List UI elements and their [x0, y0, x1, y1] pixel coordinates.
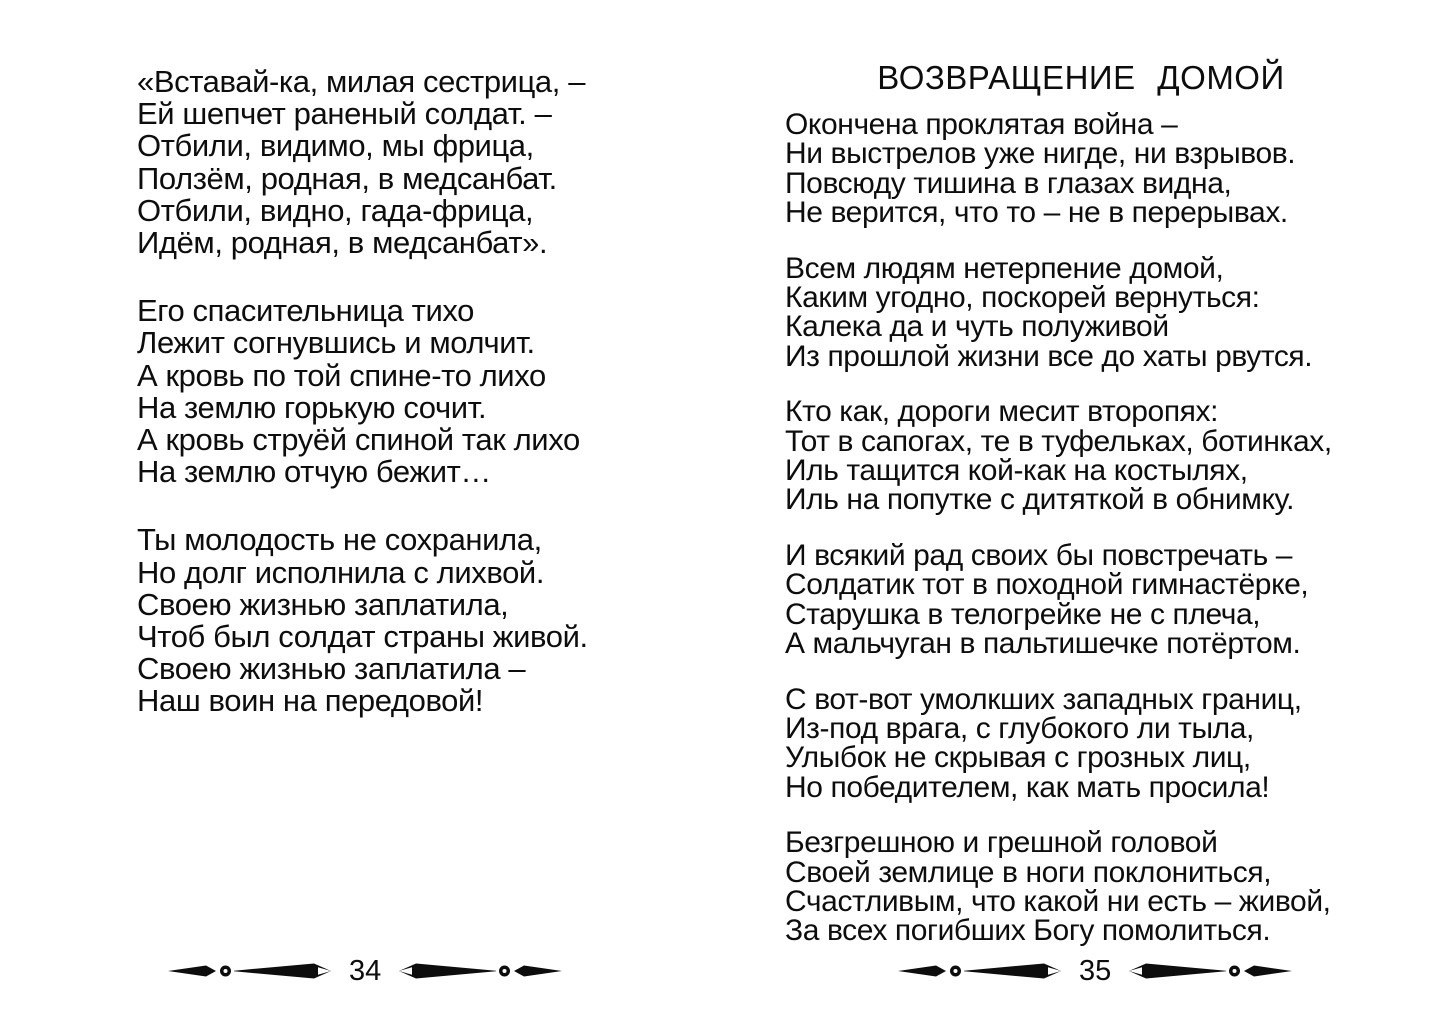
stanza [785, 682, 1332, 804]
poem-line: Чтоб был солдат страны живой. [137, 619, 588, 655]
poem-line: Из прошлой жизни все до хаты рвутся. [785, 339, 1313, 373]
poem-line: А кровь по той спине-то лихо [137, 357, 546, 393]
poem-line: Ты молодость не сохранила, [137, 522, 542, 558]
poem-line: Но долг исполнила с лихвой. [137, 554, 545, 590]
poem-line: На землю горькую сочит. [137, 389, 487, 425]
poem-line: Из-под врага, с глубокого ли тыла, [785, 711, 1254, 745]
poem-line: Калека да и чуть полуживой [785, 310, 1169, 344]
poem-line: Отбили, видно, гада-фрица, [137, 192, 534, 228]
poem-line: «Вставай-ка, милая сестрица, – [137, 64, 586, 99]
poem-line: Ни выстрелов уже нигде, ни взрывов. [785, 137, 1296, 171]
poem-line: Наш воин на передовой! [137, 683, 484, 719]
stanza [785, 251, 1332, 373]
stanza [137, 524, 588, 717]
poem-line: Своею жизнью заплатила, [137, 586, 509, 622]
stanza [785, 538, 1332, 661]
poem-text-left [137, 66, 588, 718]
poem-line: На землю отчую бежит… [137, 454, 492, 490]
page-number-right: 35 [1079, 954, 1112, 987]
poem-line: Его спасительница тихо [137, 293, 474, 329]
poem-line: Иль на попутке с дитяткой в обнимку. [785, 483, 1295, 517]
poem-line: И всякий рад своих бы повстречать – [785, 538, 1293, 572]
poem-line: Улыбок не скрывая с грозных лиц, [785, 741, 1251, 775]
poem-line: Отбили, видимо, мы фрица, [137, 128, 534, 164]
poem-line: Тот в сапогах, те в туфельках, ботинках, [785, 424, 1332, 458]
poem-line: Повсюду тишина в глазах видна, [785, 166, 1232, 200]
poem-line: Каким угодно, поскорей вернуться: [785, 281, 1260, 315]
poem-line: Лежит согнувшись и молчит. [137, 325, 535, 361]
poem-line: А мальчуган в пальтишечке потёртом. [785, 627, 1301, 661]
stanza [137, 295, 588, 488]
poem-line: Счастливым, что какой ни есть – живой, [785, 884, 1331, 918]
page-footer-left [168, 955, 562, 987]
divider-ornament-icon [898, 958, 1063, 984]
poem-line: За всех погибших Богу помолиться. [785, 914, 1271, 948]
poem-line: С вот-вот умолкших западных границ, [785, 682, 1302, 716]
stanza [785, 110, 1332, 228]
poem-line: Не верится, что то – не в перерывах. [785, 196, 1288, 230]
poem-line: Ползём, родная, в медсанбат. [137, 160, 557, 196]
poem-line: Безгрешною и грешной головой [785, 826, 1218, 860]
poem-line: Старушка в телогрейке не с плеча, [785, 597, 1261, 631]
page-footer-right [898, 955, 1292, 987]
stanza [785, 397, 1332, 515]
divider-ornament-icon [1127, 958, 1292, 984]
poem-line: Но победителем, как мать просила! [785, 770, 1270, 804]
divider-ornament-icon [168, 958, 333, 984]
divider-ornament-icon [397, 958, 562, 984]
poem-line: Всем людям нетерпение домой, [785, 251, 1224, 285]
page-number-left: 34 [349, 954, 382, 987]
poem-line: Своею жизнью заплатила – [137, 651, 526, 687]
poem-line: Солдатик тот в походной гимнастёрке, [785, 568, 1309, 602]
poem-line: Ей шепчет раненый солдат. – [137, 96, 552, 132]
stanza [137, 66, 588, 259]
poem-line: А кровь струёй спиной так лихо [137, 422, 580, 458]
poem-text-right [785, 110, 1332, 946]
poem-line: Кто как, дороги месит второпях: [785, 395, 1219, 429]
poem-line: Окончена проклятая война – [785, 108, 1178, 141]
poem-line: Иль тащится кой-как на костылях, [785, 454, 1248, 488]
poem-line: Идём, родная, в медсанбат». [137, 225, 548, 261]
poem-title: ВОЗВРАЩЕНИЕ ДОМОЙ [877, 59, 1285, 96]
poem-line: Своей землице в ноги поклониться, [785, 855, 1272, 889]
stanza [785, 828, 1332, 946]
